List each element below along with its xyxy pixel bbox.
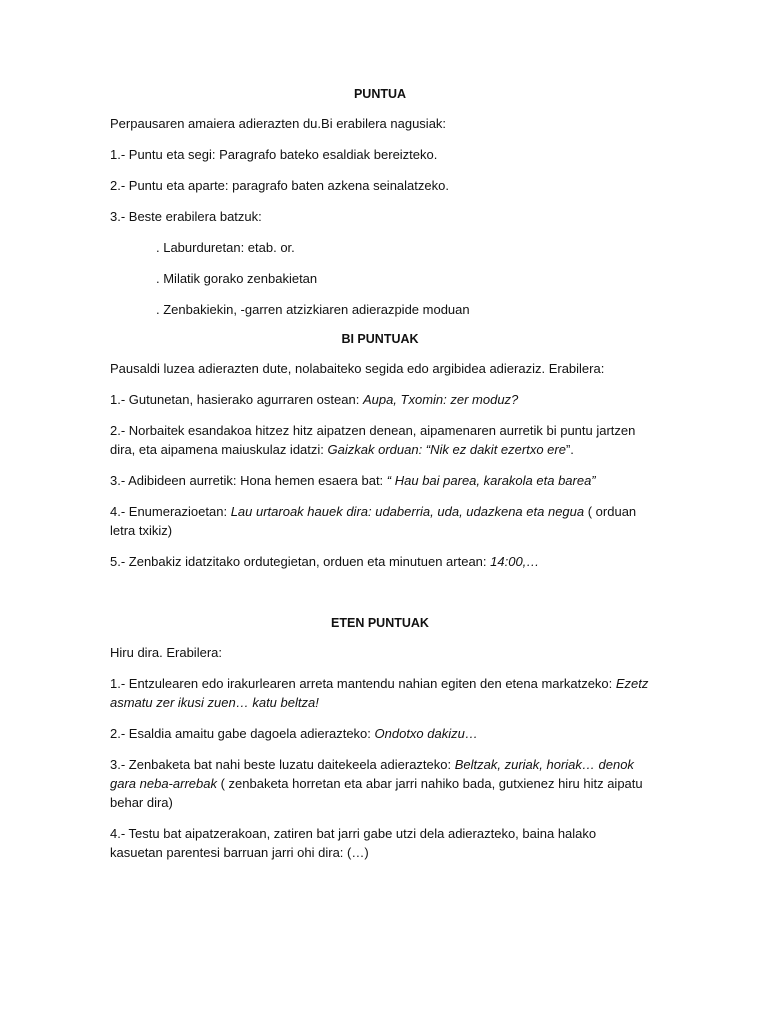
- item-text: 3.- Zenbaketa bat nahi beste luzatu daitekeela adierazteko:: [110, 757, 455, 772]
- paragraph-puntua-intro: Perpausaren amaiera adierazten du.Bi erabilera nagusiak:: [110, 116, 447, 131]
- paragraph-bi-puntuak-intro: Pausaldi luzea adierazten dute, nolabaiteko segida edo argibidea adieraziz. Erabilera:: [110, 361, 605, 376]
- paragraph-bi-puntuak-item-1: [110, 390, 650, 409]
- item-text: 2.- Norbaitek esandakoa hitzez hitz aipatzen denean, aipamenaren aurretik bi puntu jartzen dira, eta aipamena maiuskulaz idatzi:: [110, 423, 636, 457]
- section-title-puntua: PUNTUA: [353, 87, 407, 101]
- item-text: 1.- Gutunetan, hasierako agurraren ostean:: [110, 392, 363, 407]
- paragraph-eten-puntuak-item-3: [110, 755, 650, 812]
- example-text: 14:00,…: [490, 554, 540, 569]
- paragraph-puntua-item-1: 1.- Puntu eta segi: Paragrafo bateko esaldiak bereizteko.: [110, 147, 438, 162]
- example-text: Ezetz asmatu zer ikusi zuen… katu beltza!: [110, 676, 649, 710]
- paragraph-eten-puntuak-item-1: [110, 674, 650, 712]
- sub-item-laburdurak: . Laburduretan: etab. or.: [156, 240, 295, 255]
- paragraph-eten-puntuak-item-4: 4.- Testu bat aipatzerakoan, zatiren bat jarri gabe utzi dela adierazteko, baina halako kasuetan parentesi barruan jarri ohi dira: (…): [110, 826, 597, 860]
- item-text-end: ( zenbaketa horretan eta abar jarri nahiko bada, gutxienez hiru hitz aipatu behar dira): [110, 776, 643, 810]
- paragraph-puntua-item-3: 3.- Beste erabilera batzuk:: [110, 209, 262, 224]
- item-text: 2.- Esaldia amaitu gabe dagoela adierazteko:: [110, 726, 375, 741]
- section-title-eten-puntuak: ETEN PUNTUAK: [331, 616, 429, 630]
- paragraph-puntua-item-2: 2.- Puntu eta aparte: paragrafo baten azkena seinalatzeko.: [110, 178, 449, 193]
- item-text: 1.- Entzulearen edo irakurlearen arreta mantendu nahian egiten den etena markatzeko:: [110, 676, 616, 691]
- item-text: 5.- Zenbakiz idatzitako ordutegietan, orduen eta minutuen artean:: [110, 554, 491, 569]
- paragraph-eten-puntuak-item-2: [110, 724, 650, 743]
- document-body: [110, 86, 650, 874]
- paragraph-bi-puntuak-item-2: [110, 421, 650, 459]
- example-text: Beltzak, zuriak, horiak… denok gara neba-arrebak: [110, 757, 634, 791]
- example-text: “ Hau bai parea, karakola eta barea”: [386, 473, 596, 488]
- paragraph-bi-puntuak-item-4: [110, 502, 650, 540]
- item-text-end: ( orduan letra txikiz): [110, 504, 637, 538]
- paragraph-bi-puntuak-item-3: [110, 471, 650, 490]
- item-text: 3.- Adibideen aurretik: Hona hemen esaera bat:: [110, 473, 387, 488]
- example-text: Lau urtaroak hauek dira: udaberria, uda, udazkena eta negua: [230, 504, 585, 519]
- paragraph-eten-puntuak-intro: Hiru dira. Erabilera:: [110, 645, 222, 660]
- item-text-end: ”.: [565, 442, 574, 457]
- example-text: Gaizkak orduan: “Nik ez dakit ezertxo ere: [327, 442, 566, 457]
- sub-item-milatik: . Milatik gorako zenbakietan: [156, 271, 318, 286]
- example-text: Aupa, Txomin: zer moduz?: [362, 392, 519, 407]
- sub-item-zenbakiekin: . Zenbakiekin, -garren atzizkiaren adierazpide moduan: [156, 302, 470, 317]
- spacer: [110, 583, 650, 615]
- item-text: 4.- Enumerazioetan:: [110, 504, 231, 519]
- section-title-bi-puntuak: BI PUNTUAK: [341, 332, 419, 346]
- example-text: Ondotxo dakizu…: [374, 726, 478, 741]
- paragraph-bi-puntuak-item-5: [110, 552, 650, 571]
